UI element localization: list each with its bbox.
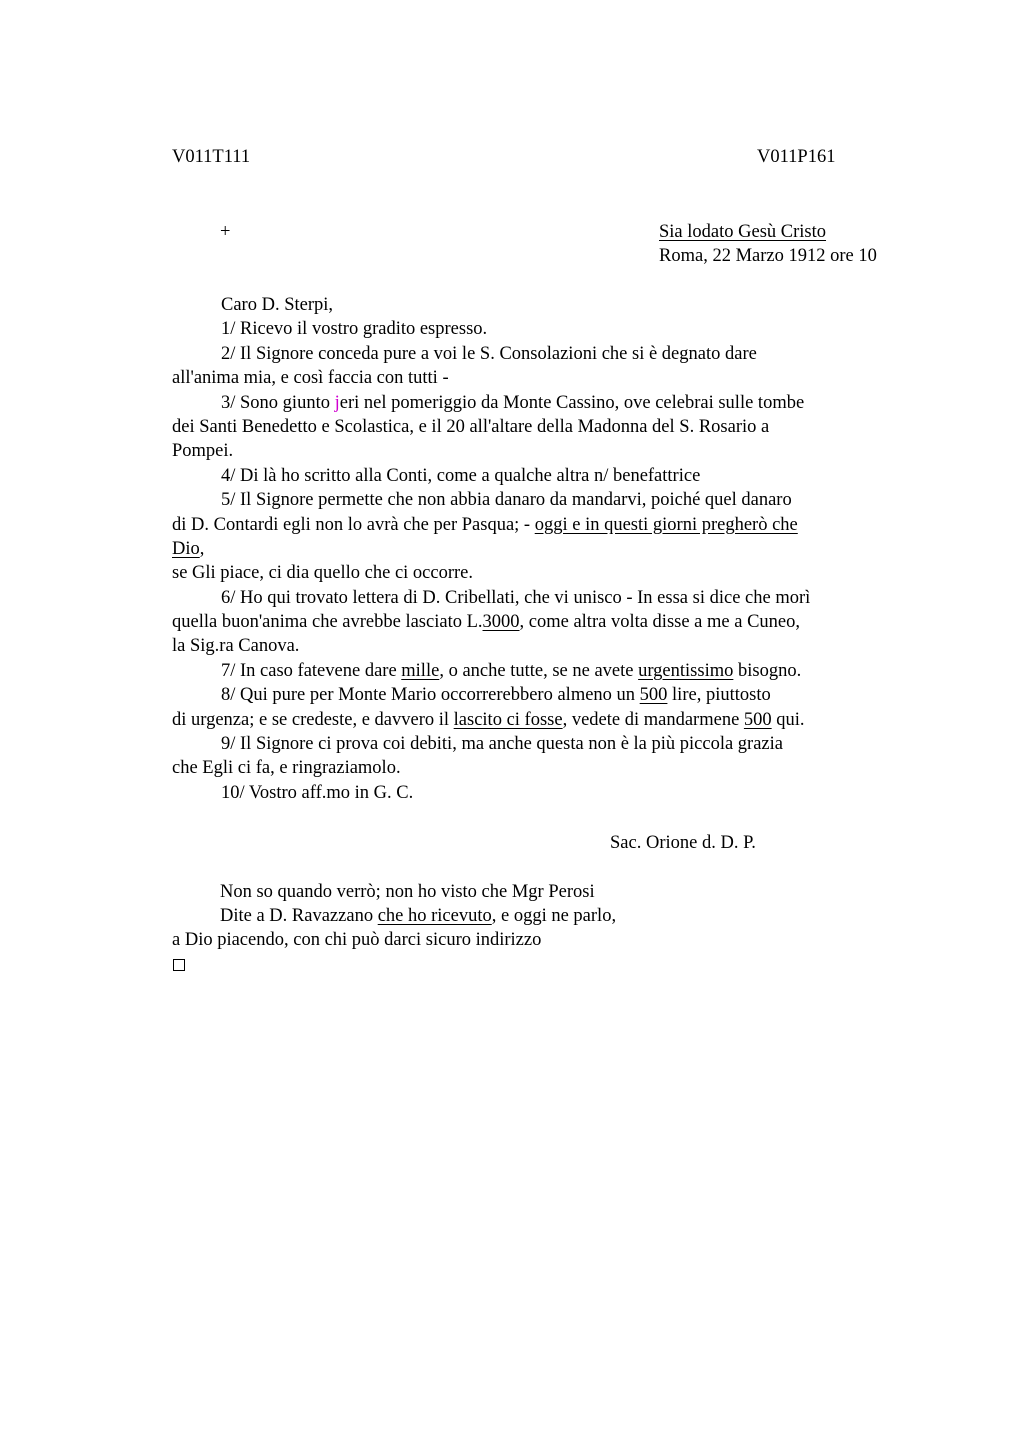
p5-underlined-dio: Dio [172,538,200,559]
paragraph-9-line-1: 9/ Il Signore ci prova coi debiti, ma anche questa non è la più piccola grazia [221,734,783,755]
p8-text-d: , vedete di mandarmene [562,709,744,730]
invocation: Sia lodato Gesù Cristo [659,222,827,242]
letter-body [172,293,932,805]
greeting: Caro D. Sterpi, [221,295,334,315]
header-right-code: V011P161 [757,147,836,167]
p8-amount-1: 500 [639,685,668,706]
p5-underlined: oggi e in questi giorni pregherò che [534,514,798,535]
paragraph-8-line-1 [172,683,932,707]
empty-square-icon [173,953,185,977]
p7-text-b: , o anche tutte, se ne avete [439,660,639,681]
paragraph-2-line-2: all'anima mia, e così faccia con tutti - [172,368,449,389]
p8-amount-2: 500 [743,709,772,730]
paragraph-6-line-1: 6/ Ho qui trovato lettera di D. Cribellati, che vi unisco - In essa si dice che morì [221,587,811,608]
signature: Sac. Orione d. D. P. [610,833,756,853]
p7-text-a: 7/ In caso fatevene dare [221,660,402,681]
header-left-code: V011T111 [172,147,251,167]
paragraph-5-line-1: 5/ Il Signore permette che non abbia danaro da mandarvi, poiché quel danaro [221,490,792,511]
paragraph-5-line-4: se Gli piace, ci dia quello che ci occorre. [172,563,473,584]
place-date: Roma, 22 Marzo 1912 ore 10 [659,246,877,266]
paragraph-2-line-1: 2/ Il Signore conceda pure a voi le S. Consolazioni che si è degnato dare [221,343,757,364]
postscript-line-1: Non so quando verrò; non ho visto che Mgr Perosi [220,882,595,902]
paragraph-10: 10/ Vostro aff.mo in G. C. [221,782,414,803]
p6-text-a: quella buon'anima che avrebbe lasciato L. [172,612,483,633]
paragraph-9-line-2: che Egli ci fa, e ringraziamolo. [172,758,401,779]
cross-mark: + [220,222,231,242]
paragraph-1: 1/ Ricevo il vostro gradito espresso. [221,319,488,340]
ps-text-b: , e oggi ne parlo, [491,906,617,926]
paragraph-8-line-2 [172,708,932,732]
p7-text-c: bisogno. [733,660,802,681]
p3-magenta-letter: j [334,392,340,413]
ps-underlined: che ho ricevuto [377,906,492,926]
p7-urgentissimo: urgentissimo [638,660,734,681]
p8-text-a: 8/ Qui pure per Monte Mario occorrerebbero almeno un [221,685,640,706]
paragraph-5-line-3 [172,537,932,561]
p8-text-b: lire, piuttosto [667,685,771,706]
paragraph-4: 4/ Di là ho scritto alla Conti, come a qualche altra n/ benefattrice [221,465,701,486]
p8-text-c: di urgenza; e se credeste, e davvero il [172,709,454,730]
p3-text-b: eri nel pomeriggio da Monte Cassino, ove celebrai sulle tombe [339,392,805,413]
postscript-line-3: a Dio piacendo, con chi può darci sicuro indirizzo [172,930,542,950]
p8-text-e: qui. [771,709,805,730]
p7-mille: mille [401,660,440,681]
p6-text-b: , come altra volta disse a me a Cuneo, [519,612,801,633]
ps-text-a: Dite a D. Ravazzano [220,906,378,926]
p8-lascito: lascito ci fosse [453,709,563,730]
paragraph-5-line-2 [172,513,932,537]
paragraph-3-line-1 [172,391,932,415]
p3-text-a: 3/ Sono giunto [221,392,335,413]
paragraph-6-line-2 [172,610,932,634]
p5-comma: , [199,538,205,559]
paragraph-6-line-3: la Sig.ra Canova. [172,636,300,657]
paragraph-3-line-2: dei Santi Benedetto e Scolastica, e il 20 all'altare della Madonna del S. Rosario a [172,416,770,437]
p6-amount: 3000 [482,612,520,633]
p5-text: di D. Contardi egli non lo avrà che per Pasqua; - [172,514,535,535]
postscript-line-2 [220,904,616,928]
paragraph-7 [172,659,932,683]
paragraph-3-line-3: Pompei. [172,441,234,462]
